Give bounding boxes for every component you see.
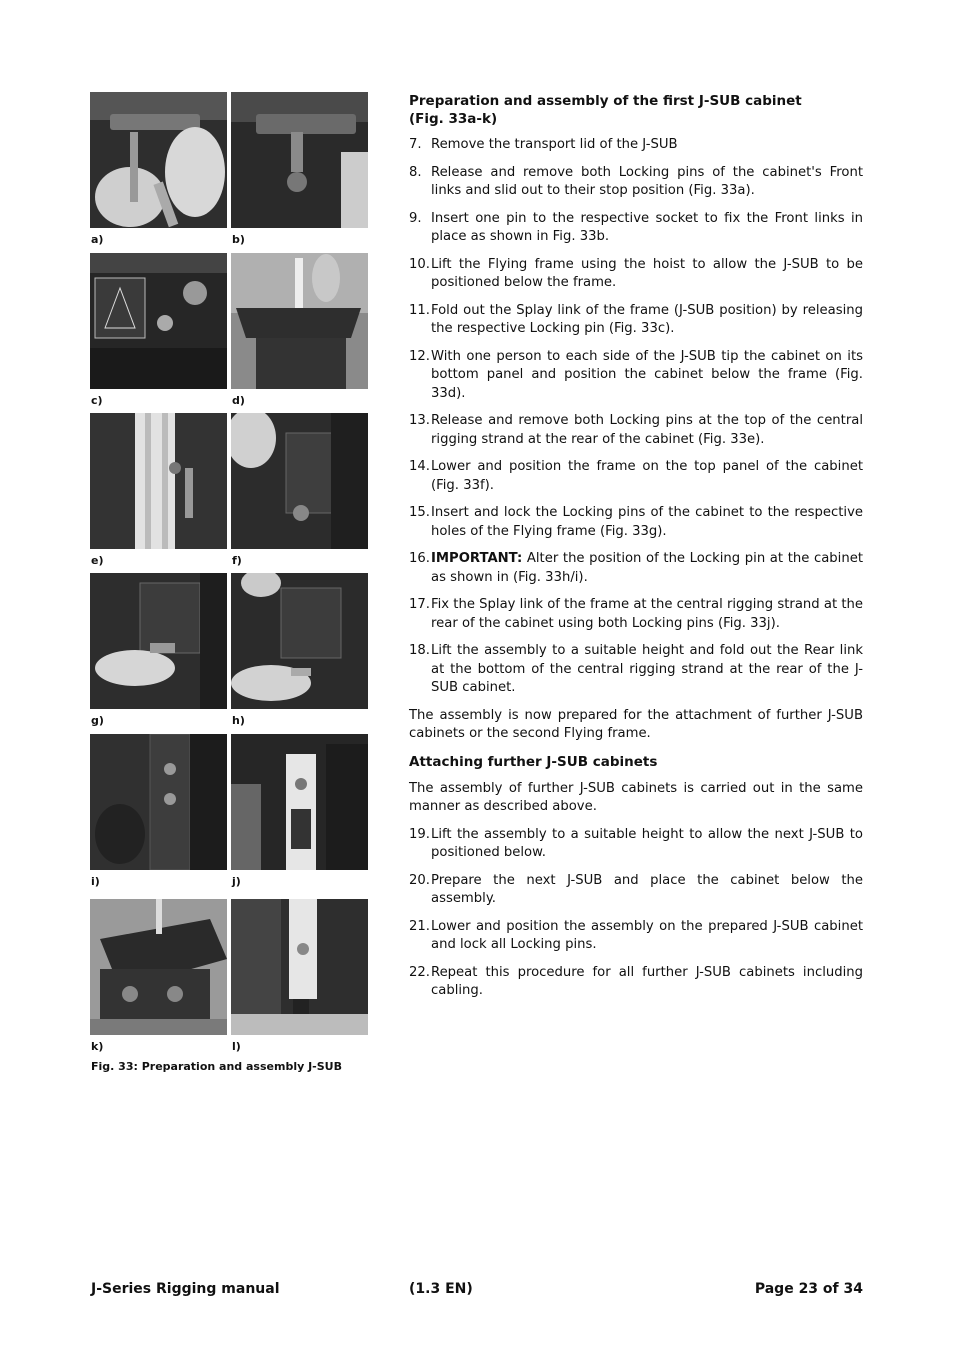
important-label: IMPORTANT: xyxy=(431,551,523,566)
photo-c xyxy=(90,253,227,389)
photo-f xyxy=(231,413,368,549)
photo-d xyxy=(231,253,368,389)
panel-label-h: h) xyxy=(232,714,245,727)
heading-line-1: Preparation and assembly of the first J-SUB cabinet xyxy=(409,93,802,109)
panel-label-f: f) xyxy=(232,554,242,567)
step-number: 16. xyxy=(409,551,430,566)
step-text: Fold out the Splay link of the frame (J-SUB position) by releasing the respective Locking pin (Fig. 33c). xyxy=(431,302,863,336)
step-18 xyxy=(409,642,863,698)
step-text: Repeat this procedure for all further J-SUB cabinets including cabling. xyxy=(431,964,863,998)
step-16 xyxy=(409,550,863,587)
step-number: 18. xyxy=(409,643,430,658)
footer-title: J-Series Rigging manual xyxy=(91,1281,280,1297)
step-number: 11. xyxy=(409,302,430,318)
step-text: Fix the Splay link of the frame at the central rigging strand at the rear of the cabinet using both Locking pins (Fig. 33j). xyxy=(431,597,863,631)
step-number: 10. xyxy=(409,256,430,272)
photo-e xyxy=(90,413,227,549)
step-13 xyxy=(409,412,863,449)
step-number: 12. xyxy=(409,348,430,364)
step-text: Release and remove both Locking pins at the top of the central rigging strand at the rear of the cabinet (Fig. 33e). xyxy=(431,413,863,447)
intro-paragraph: The assembly of further J-SUB cabinets is carried out in the same manner as described above. xyxy=(409,780,863,814)
photo-g xyxy=(90,573,227,709)
step-text: Lift the Flying frame using the hoist to allow the J-SUB to be positioned below the frame. xyxy=(431,256,863,290)
step-number: 9. xyxy=(409,210,422,226)
step-number: 22. xyxy=(409,964,430,980)
footer-version: (1.3 EN) xyxy=(409,1281,473,1297)
closing-paragraph: The assembly is now prepared for the attachment of further J-SUB cabinets or the second Flying frame. xyxy=(409,707,863,741)
step-text: Insert one pin to the respective socket to fix the Front links in place as shown in Fig. 33b. xyxy=(431,210,863,244)
step-12 xyxy=(409,348,863,404)
step-number: 15. xyxy=(409,505,430,520)
step-number: 14. xyxy=(409,459,430,474)
step-22 xyxy=(409,964,863,1001)
step-number: 21. xyxy=(409,918,430,934)
step-text: Release and remove both Locking pins of the cabinet's Front links and slid out to their stop position (Fig. 33a). xyxy=(431,164,863,198)
heading-line-2: (Fig. 33a-k) xyxy=(409,111,498,127)
step-number: 13. xyxy=(409,413,430,428)
subsection-heading: Attaching further J-SUB cabinets xyxy=(409,753,658,770)
important-text: Alter the position of the Locking pin at the cabinet as shown in (Fig. 33h/i). xyxy=(431,551,863,585)
photo-k xyxy=(90,899,227,1035)
step-10 xyxy=(409,256,863,293)
photo-i xyxy=(90,734,227,870)
step-text: Lift the assembly to a suitable height and fold out the Rear link at the bottom of the central rigging strand at the rear of the J-SUB cabinet. xyxy=(431,643,863,695)
panel-label-j: j) xyxy=(232,875,241,888)
panel-label-i: i) xyxy=(91,875,100,888)
panel-label-a: a) xyxy=(91,233,104,246)
step-8 xyxy=(409,164,863,201)
step-7 xyxy=(409,136,863,155)
panel-label-k: k) xyxy=(91,1040,104,1053)
panel-label-e: e) xyxy=(91,554,104,567)
step-text: Lift the assembly to a suitable height to allow the next J-SUB to positioned below. xyxy=(431,826,863,860)
step-number: 7. xyxy=(409,137,422,152)
step-text xyxy=(431,550,863,587)
step-20 xyxy=(409,872,863,909)
step-11 xyxy=(409,302,863,339)
step-15 xyxy=(409,504,863,541)
step-9 xyxy=(409,210,863,247)
photo-h xyxy=(231,573,368,709)
step-text: Lower and position the assembly on the prepared J-SUB cabinet and lock all Locking pins. xyxy=(431,918,863,952)
photo-b xyxy=(231,92,368,228)
photo-l xyxy=(231,899,368,1035)
step-number: 20. xyxy=(409,872,430,888)
step-19 xyxy=(409,826,863,863)
panel-label-c: c) xyxy=(91,394,103,407)
panel-label-b: b) xyxy=(232,233,245,246)
section-heading xyxy=(409,92,863,128)
footer-page-number: Page 23 of 34 xyxy=(754,1281,863,1297)
step-17 xyxy=(409,596,863,633)
step-text: With one person to each side of the J-SUB tip the cabinet on its bottom panel and position the cabinet below the frame (Fig. 33d). xyxy=(431,348,863,401)
photo-a xyxy=(90,92,227,228)
step-number: 17. xyxy=(409,597,430,612)
step-number: 19. xyxy=(409,826,430,842)
photo-j xyxy=(231,734,368,870)
panel-label-g: g) xyxy=(91,714,104,727)
figure-caption: Fig. 33: Preparation and assembly J-SUB xyxy=(91,1060,342,1073)
panel-label-l: l) xyxy=(232,1040,241,1053)
panel-label-d: d) xyxy=(232,394,245,407)
text-column xyxy=(409,92,863,1010)
step-14 xyxy=(409,458,863,495)
step-text: Remove the transport lid of the J-SUB xyxy=(431,137,678,152)
step-text: Prepare the next J-SUB and place the cabinet below the assembly. xyxy=(431,872,863,906)
step-text: Lower and position the frame on the top panel of the cabinet (Fig. 33f). xyxy=(431,459,863,493)
step-21 xyxy=(409,918,863,955)
step-text: Insert and lock the Locking pins of the cabinet to the respective holes of the Flying frame (Fig. 33g). xyxy=(431,505,863,539)
step-number: 8. xyxy=(409,164,422,180)
